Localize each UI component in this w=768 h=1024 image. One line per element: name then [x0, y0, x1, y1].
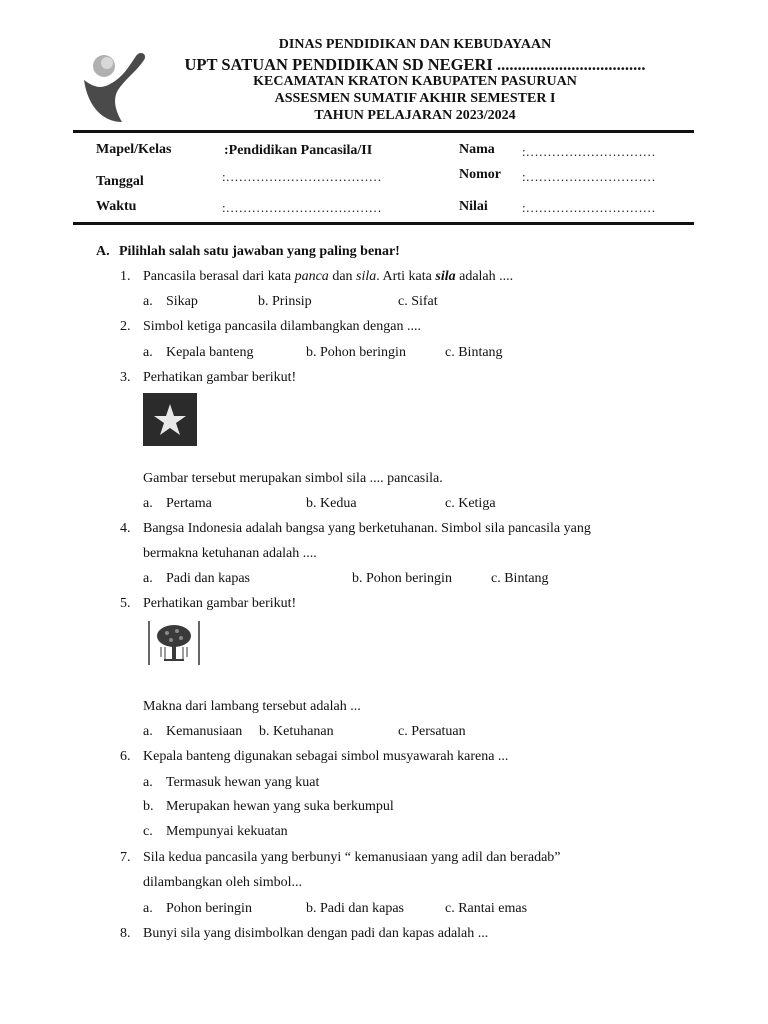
option-letter: a. [143, 724, 153, 739]
option-a[interactable]: Pohon beringin [166, 901, 252, 916]
option-b[interactable]: b. Ketuhanan [259, 724, 334, 739]
nama-field[interactable]: :………………………… [522, 144, 656, 159]
option-a[interactable]: Sikap [166, 294, 198, 309]
option-a[interactable]: Pertama [166, 496, 212, 511]
header-agency: DINAS PENDIDIKAN DAN KEBUDAYAAN [278, 37, 552, 52]
option-b[interactable]: Merupakan hewan yang suka berkumpul [166, 799, 394, 814]
question-text: Perhatikan gambar berikut! [143, 370, 297, 385]
header-district: KECAMATAN KRATON KABUPATEN PASURUAN [253, 74, 577, 89]
question-text: Bangsa Indonesia adalah bangsa yang berketuhanan. Simbol sila pancasila yang [143, 521, 591, 536]
header-year: TAHUN PELAJARAN 2023/2024 [314, 108, 516, 123]
question-number: 3. [120, 370, 131, 385]
mapel-label: Mapel/Kelas [96, 142, 172, 157]
mapel-value: :Pendidikan Pancasila/II [224, 143, 373, 158]
question-text: Sila kedua pancasila yang berbunyi “ kemanusiaan yang adil dan beradab” [143, 850, 561, 865]
option-c[interactable]: c. Rantai emas [445, 901, 528, 916]
tanggal-field[interactable]: :……………………………… [222, 169, 382, 184]
question-text-continued: Makna dari lambang tersebut adalah ... [143, 699, 361, 714]
option-letter: a. [143, 775, 153, 790]
option-a[interactable]: Kemanusiaan [166, 724, 243, 739]
waktu-label: Waktu [96, 199, 137, 214]
question-number: 4. [120, 521, 131, 536]
nilai-field[interactable]: :………………………… [522, 200, 656, 215]
question-text-continued: bermakna ketuhanan adalah .... [143, 546, 317, 561]
nilai-label: Nilai [459, 199, 488, 214]
option-c[interactable]: c. Sifat [398, 294, 438, 309]
question-number: 5. [120, 596, 131, 611]
option-c[interactable]: c. Bintang [445, 345, 503, 360]
option-letter: b. [143, 799, 154, 814]
header-divider-top [73, 130, 694, 133]
star-symbol-icon [143, 393, 197, 446]
nomor-label: Nomor [459, 167, 501, 182]
question-number: 1. [120, 269, 131, 284]
question-text: Simbol ketiga pancasila dilambangkan dengan .... [143, 319, 421, 334]
question-number: 8. [120, 926, 131, 941]
option-c[interactable]: c. Persatuan [398, 724, 466, 739]
nama-label: Nama [459, 142, 495, 157]
question-number: 6. [120, 749, 131, 764]
option-letter: a. [143, 496, 153, 511]
option-letter: a. [143, 571, 153, 586]
header-divider-bottom [73, 222, 694, 225]
option-c[interactable]: c. Bintang [491, 571, 549, 586]
option-c[interactable]: c. Ketiga [445, 496, 496, 511]
question-text-continued: dilambangkan oleh simbol... [143, 875, 303, 890]
option-letter: a. [143, 345, 153, 360]
option-a[interactable]: Termasuk hewan yang kuat [166, 775, 320, 790]
option-b[interactable]: b. Prinsip [258, 294, 312, 309]
section-instruction: Pilihlah salah satu jawaban yang paling benar! [119, 244, 400, 259]
option-c[interactable]: Mempunyai kekuatan [166, 824, 288, 839]
header-assessment: ASSESMEN SUMATIF AKHIR SEMESTER I [274, 91, 556, 106]
option-b[interactable]: b. Pohon beringin [306, 345, 406, 360]
banyan-tree-symbol-icon [147, 619, 201, 667]
option-letter: c. [143, 824, 153, 839]
question-text: Perhatikan gambar berikut! [143, 596, 297, 611]
waktu-field[interactable]: :……………………………… [222, 200, 382, 215]
question-number: 7. [120, 850, 131, 865]
question-text: Pancasila berasal dari kata panca dan sila. Arti kata sila adalah .... [143, 269, 514, 284]
question-number: 2. [120, 319, 131, 334]
question-text: Kepala banteng digunakan sebagai simbol musyawarah karena ... [143, 749, 509, 764]
option-a[interactable]: Padi dan kapas [166, 571, 250, 586]
tanggal-label: Tanggal [96, 174, 144, 189]
section-letter: A. [96, 244, 110, 259]
option-b[interactable]: b. Kedua [306, 496, 357, 511]
nomor-field[interactable]: :………………………… [522, 169, 656, 184]
question-text-continued: Gambar tersebut merupakan simbol sila .... pancasila. [143, 471, 443, 486]
option-letter: a. [143, 901, 153, 916]
option-b[interactable]: b. Padi dan kapas [306, 901, 404, 916]
header-school: UPT SATUAN PENDIDIKAN SD NEGERI .................................... [184, 55, 646, 74]
school-logo-icon [78, 50, 154, 126]
option-a[interactable]: Kepala banteng [166, 345, 254, 360]
question-text: Bunyi sila yang disimbolkan dengan padi dan kapas adalah ... [143, 926, 489, 941]
option-letter: a. [143, 294, 153, 309]
option-b[interactable]: b. Pohon beringin [352, 571, 452, 586]
